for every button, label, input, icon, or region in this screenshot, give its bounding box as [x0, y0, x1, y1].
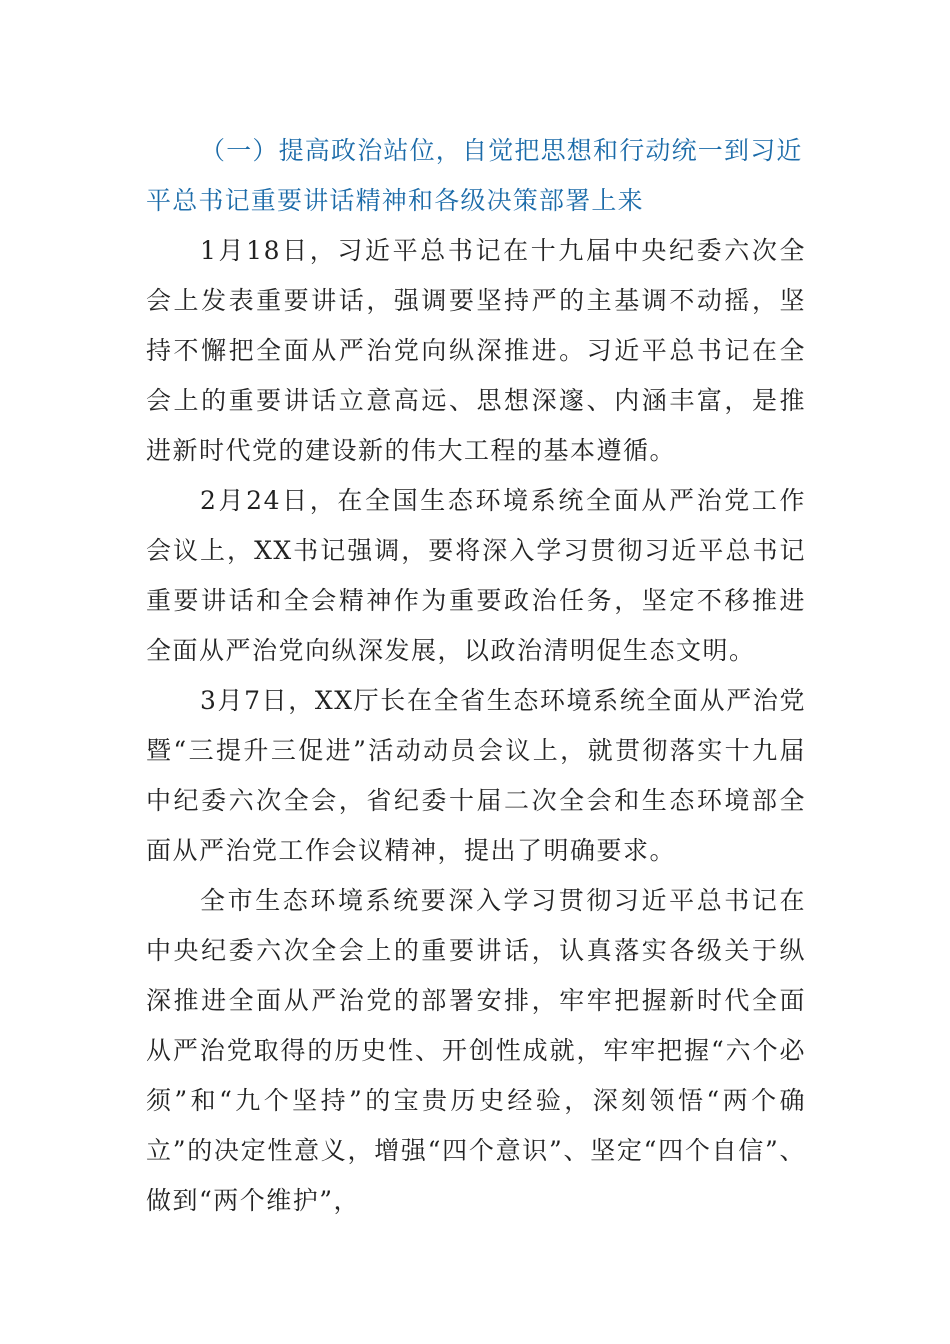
paragraph-jan-18: 1月18日，习近平总书记在十九届中央纪委六次全会上发表重要讲话，强调要坚持严的主基调不动摇，坚持不懈把全面从严治党向纵深推进。习近平总书记在全会上的重要讲话立意高远、思想深邃、内涵丰富，是推进新时代党的建设新的伟大工程的基本遵循。 [146, 236, 806, 465]
paragraph-feb-24: 2月24日，在全国生态环境系统全面从严治党工作会议上，XX书记强调，要将深入学习贯彻习近平总书记重要讲话和全会精神作为重要政治任务，坚定不移推进全面从严治党向纵深发展，以政治清明促生态文明。 [146, 486, 806, 665]
document-page [146, 126, 806, 1226]
paragraph-city-system: 全市生态环境系统要深入学习贯彻习近平总书记在中央纪委六次全会上的重要讲话，认真落实各级关于纵深推进全面从严治党的部署安排，牢牢把握新时代全面从严治党取得的历史性、开创性成就，牢牢把握“六个必须”和“九个坚持”的宝贵历史经验，深刻领悟“两个确立”的决定性意义，增强“四个意识”、坚定“四个自信”、做到“两个维护”， [146, 886, 806, 1215]
paragraph-mar-7: 3月7日，XX厅长在全省生态环境系统全面从严治党暨“三提升三促进”活动动员会议上，就贯彻落实十九届中纪委六次全会，省纪委十届二次全会和生态环境部全面从严治党工作会议精神，提出了明确要求。 [146, 686, 806, 865]
section-heading: （一）提高政治站位，自觉把思想和行动统一到习近平总书记重要讲话精神和各级决策部署上来 [146, 136, 803, 215]
